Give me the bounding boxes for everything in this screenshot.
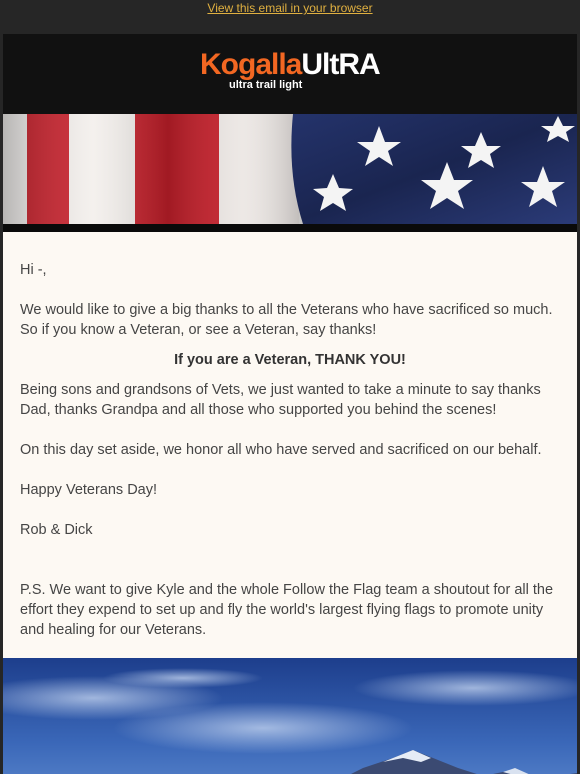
mountain-flag-photo [3,658,577,774]
ps-paragraph: P.S. We want to give Kyle and the whole Follow the Flag team a shoutout for all the effort they expend to set up and fly the world's largest flying flags to promote unity and healing for our Veterans. [20,582,554,638]
flag-banner-image [3,114,577,224]
mountain-illustration [3,658,577,774]
browser-view-bar [0,0,580,34]
greeting-text: Hi -, [20,262,47,278]
header-separator [3,224,577,232]
happy-veterans-day-text: Happy Veterans Day! [20,482,158,498]
honor-paragraph: On this day set aside, we honor all who have served and sacrificed on our behalf. [20,442,542,458]
kogalla-logo[interactable] [200,48,380,96]
flag-illustration [3,114,577,224]
logo-brand-first: Kogalla [200,48,302,81]
sons-line-1: Being sons and grandsons of Vets, we just wanted to take a minute to say thanks [20,382,541,398]
veteran-thank-you-heading: If you are a Veteran, THANK YOU! [174,352,406,368]
signature-text: Rob & Dick [20,522,93,538]
sons-paragraph [20,380,560,420]
logo-tagline: ultra trail light [229,79,303,91]
email-frame [3,34,577,774]
logo-wordmark [200,48,380,82]
spacer [20,560,560,580]
logo-brand-second: UltRA [301,48,380,81]
email-body [3,232,577,658]
email-header [3,34,577,114]
sons-line-2: Dad, thanks Grandpa and all those who supported you behind the scenes! [20,402,497,418]
thanks-paragraph: We would like to give a big thanks to all the Veterans who have sacrificed so much. So if you know a Veteran, or see a Veteran, say thanks! [20,302,553,338]
view-in-browser-link[interactable]: View this email in your browser [207,1,373,15]
